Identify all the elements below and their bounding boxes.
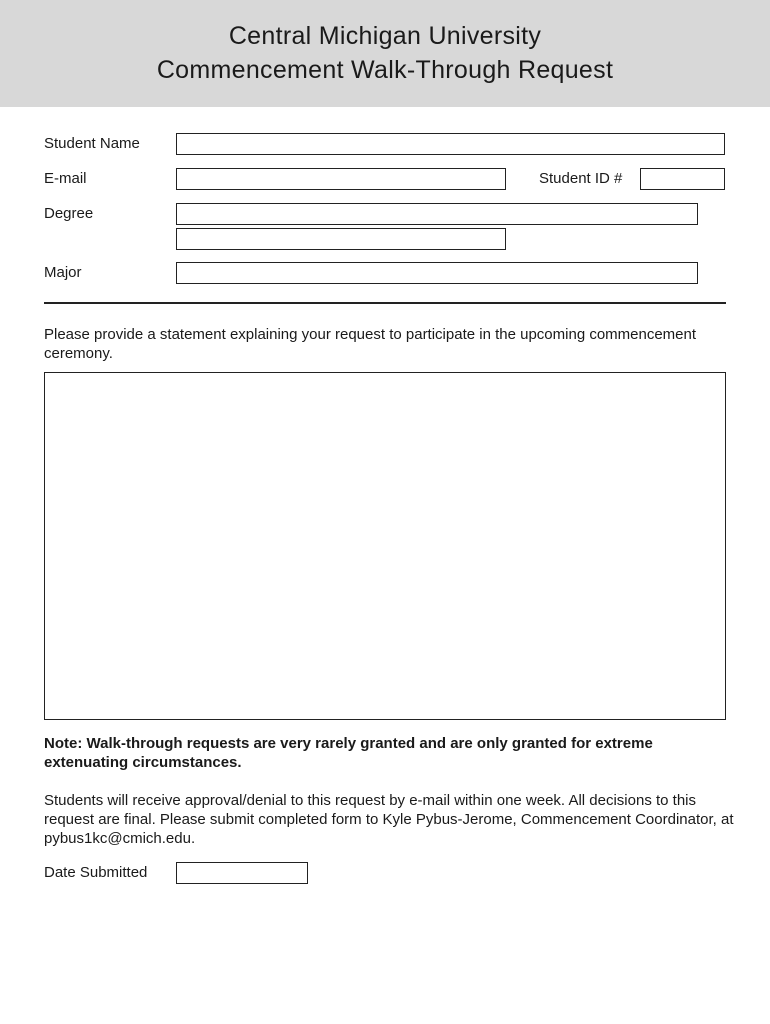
section-divider — [44, 302, 726, 304]
title-line-1: Central Michigan University — [228, 22, 542, 50]
email-label: E-mail — [44, 170, 87, 187]
degree-field-line-1[interactable] — [176, 203, 698, 225]
email-field[interactable] — [176, 168, 506, 190]
student-name-field[interactable] — [176, 133, 725, 155]
statement-textarea[interactable] — [44, 372, 726, 720]
student-id-label: Student ID # — [539, 170, 623, 187]
date-submitted-label: Date Submitted — [44, 864, 148, 881]
header-banner — [0, 0, 770, 107]
major-label: Major — [44, 264, 82, 281]
major-field[interactable] — [176, 262, 698, 284]
statement-prompt: Please provide a statement explaining your request to participate in the upcoming commencement ceremony. — [44, 326, 697, 362]
degree-field-line-2[interactable] — [176, 228, 506, 250]
date-submitted-field[interactable] — [176, 862, 308, 884]
student-id-field[interactable] — [640, 168, 725, 190]
title-line-2: Commencement Walk-Through Request — [156, 56, 614, 84]
student-name-label: Student Name — [44, 135, 140, 152]
submission-info-text: Students will receive approval/denial to this request by e-mail within one week. All decisions to this request are final. Please submit completed form to Kyle Pybus-Jerome, Commencement Coordinator, at pybus1kc@cmich.edu. — [44, 792, 734, 847]
degree-label: Degree — [44, 205, 94, 222]
note-text: Note: Walk-through requests are very rarely granted and are only granted for extreme extenuating circumstances. — [44, 735, 653, 771]
